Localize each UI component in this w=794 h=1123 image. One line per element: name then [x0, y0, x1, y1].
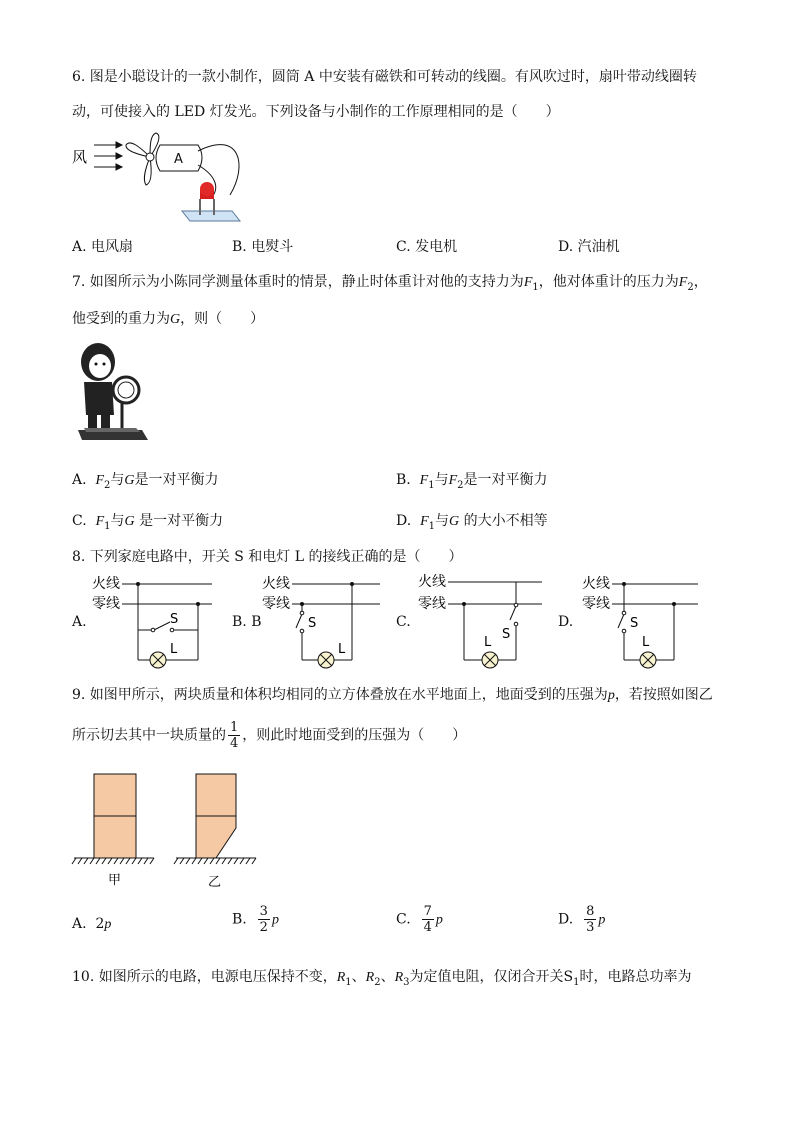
- svg-text:零线: 零线: [92, 596, 120, 612]
- svg-text:A: A: [174, 152, 183, 167]
- svg-text:L: L: [484, 635, 492, 650]
- q9-option-c: C. $\frac{7}{4}$ p: [396, 904, 443, 935]
- lamp-icon: [150, 652, 166, 668]
- q9-option-b: B. $\frac{3}{2}$ p: [232, 904, 279, 935]
- q6-option-c: C. 发电机: [396, 239, 458, 255]
- q7-line2: 他受到的重力为G，则（ ）: [72, 311, 265, 327]
- q8-circuit-d: [580, 574, 710, 669]
- wind-arrows-icon: [94, 142, 122, 170]
- q8-circuit-c: [416, 570, 546, 670]
- cylinder-a: [156, 145, 202, 171]
- q7-option-b: B. $F_1$与$F_2$是一对平衡力: [396, 472, 548, 491]
- q6-option-a: A. 电风扇: [72, 239, 134, 255]
- q8-label-c: C.: [396, 614, 411, 630]
- label-jia: 甲: [108, 873, 122, 888]
- svg-text:火线: 火线: [92, 576, 120, 592]
- svg-text:火线: 火线: [262, 576, 290, 592]
- lamp-icon: [318, 652, 334, 668]
- svg-text:S: S: [502, 627, 511, 642]
- q7-option-d: D. $F_1$与G 的大小不相等: [396, 513, 548, 532]
- q9-option-a: A. 2p: [72, 916, 112, 932]
- label-yi: 乙: [208, 875, 222, 890]
- svg-text:S: S: [170, 612, 179, 627]
- q7-line1: 7. 如图所示为小陈同学测量体重时的情景，静止时体重计对他的支持力为$F_1$，他对体重计的压力为$F_2$，: [72, 274, 708, 293]
- q9-line1: 9. 如图甲所示，两块质量和体积均相同的立方体叠放在水平地面上，地面受到的压强为p，若按照如图乙: [72, 687, 713, 703]
- q8-label-a: A.: [72, 614, 87, 630]
- led-board: [182, 182, 240, 221]
- svg-text:火线: 火线: [582, 576, 610, 592]
- q7-option-a: A. $F_2$与G是一对平衡力: [72, 472, 219, 491]
- svg-text:火线: 火线: [418, 574, 446, 590]
- q6-option-d: D. 汽油机: [558, 239, 620, 255]
- fraction-one-quarter: $\frac{1}{4}$: [230, 720, 239, 751]
- q7-figure-person-on-scale: [74, 340, 154, 445]
- q8-circuit-a: [90, 574, 220, 669]
- q6-line1: 6. 图是小聪设计的一款小制作，圆筒 A 中安装有磁铁和可转动的线圈。有风吹过时，扇叶带动线圈转: [72, 69, 697, 85]
- svg-text:L: L: [170, 642, 178, 657]
- fan-blade-icon: [126, 133, 159, 185]
- svg-text:L: L: [338, 642, 346, 657]
- q6-option-b: B. 电熨斗: [232, 239, 294, 255]
- svg-text:L: L: [642, 635, 650, 650]
- q10-line1: 10. 如图所示的电路，电源电压保持不变，$R_1$、$R_2$、$R_3$为定值电阻，仅闭合开关$S_1$时，电路总功率为: [72, 969, 692, 988]
- q6-wind-label: 风: [72, 148, 88, 166]
- q8-circuit-b: [260, 574, 390, 669]
- q8-label-d: D.: [558, 614, 574, 630]
- lamp-icon: [482, 652, 498, 668]
- q8-label-b: B. B: [232, 614, 262, 630]
- q6-figure: [70, 125, 250, 230]
- q9-option-d: D. $\frac{8}{3}$ p: [558, 904, 606, 935]
- q6-line2: 动，可使接入的 LED 灯发光。下列设备与小制作的工作原理相同的是（ ）: [72, 104, 560, 120]
- ground-hatching: [72, 858, 256, 864]
- lamp-icon: [640, 652, 656, 668]
- q7-option-c: C. $F_1$与G 是一对平衡力: [72, 513, 224, 532]
- q8-stem: 8. 下列家庭电路中，开关 S 和电灯 L 的接线正确的是（ ）: [72, 549, 463, 565]
- q9-figure: [70, 770, 270, 895]
- svg-text:零线: 零线: [418, 596, 446, 612]
- svg-text:S: S: [308, 616, 317, 631]
- svg-text:零线: 零线: [582, 596, 610, 612]
- svg-text:零线: 零线: [262, 596, 290, 612]
- svg-text:S: S: [630, 616, 639, 631]
- q9-line2: 所示切去其中一块质量的 $\frac{1}{4}$ ，则此时地面受到的压强为（ ）: [72, 720, 467, 751]
